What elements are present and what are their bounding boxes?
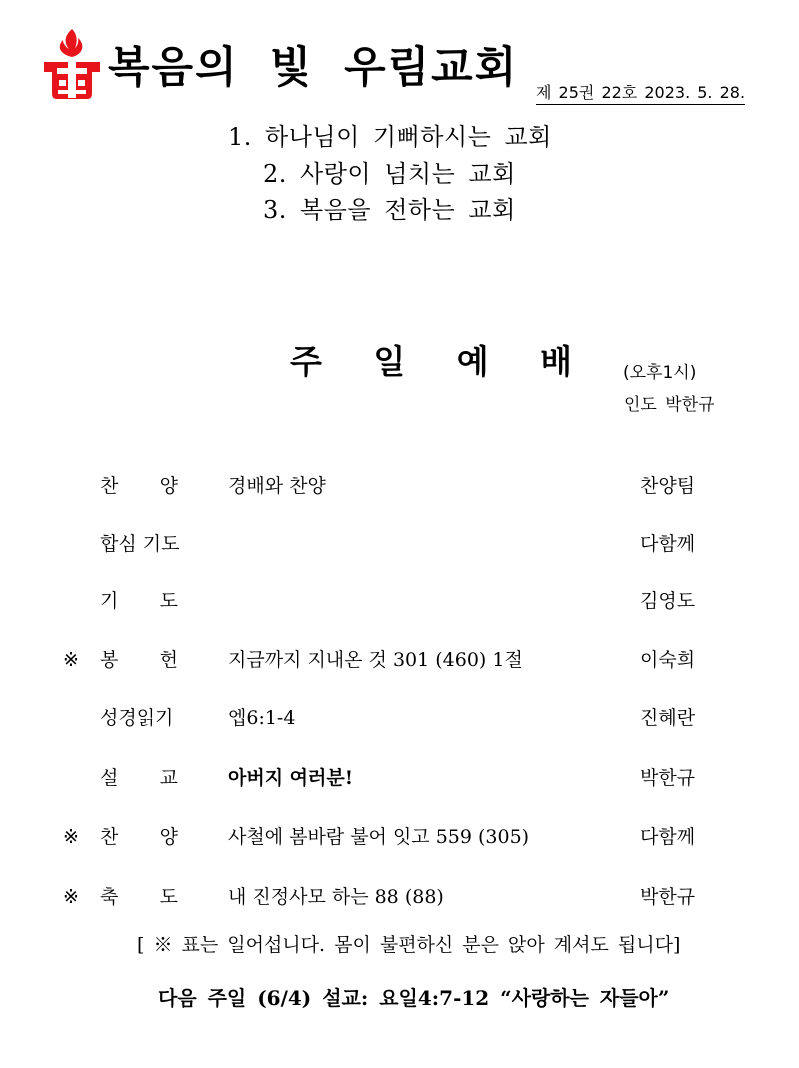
stand-mark: ※ [63, 649, 79, 671]
next-sermon: 다음 주일 (6/4) 설교: 요일4:7-12 “사랑하는 자들아” [158, 986, 670, 1010]
order-item-char: 양 [159, 475, 178, 497]
order-item-char: 설 [100, 767, 119, 789]
order-row [0, 645, 799, 675]
order-item-char: 도 [159, 590, 178, 612]
order-item-content: 아버지 여러분! [228, 767, 354, 789]
order-item-char: 봉 [100, 649, 119, 671]
order-item-char: 찬 [100, 475, 119, 497]
stand-mark: ※ [63, 886, 79, 908]
order-row [0, 586, 799, 616]
order-row [0, 882, 799, 912]
stand-mark: ※ [63, 826, 79, 848]
standing-notice: [ ※ 표는 일어섭니다. 몸이 불편하신 분은 앉아 계셔도 됩니다] [137, 934, 681, 956]
order-item-char: 양 [159, 826, 178, 848]
order-item-char: 찬 [100, 826, 119, 848]
church-name: 복음의 빛 우림교회 [108, 43, 519, 93]
service-time: (오후1시) [623, 363, 697, 383]
order-item-person: 박한규 [640, 767, 696, 789]
issue-info: 제 25권 22호 2023. 5. 28. [536, 80, 745, 105]
order-item-label [100, 471, 178, 501]
order-row [0, 763, 799, 793]
order-item-person: 다함께 [640, 533, 696, 555]
order-item-content: 엡6:1-4 [228, 707, 296, 729]
order-row [0, 471, 799, 501]
order-item-char: 헌 [159, 649, 178, 671]
order-item-person: 다함께 [640, 826, 696, 848]
order-item-char: 도 [159, 886, 178, 908]
service-leader: 인도 박한규 [624, 395, 715, 415]
order-item-label [100, 763, 178, 793]
order-item-person: 진혜란 [640, 707, 696, 729]
order-item-char: 교 [159, 767, 178, 789]
torch-cross-icon [42, 28, 102, 100]
order-item-label: 합심 기도 [100, 533, 180, 555]
motto-line-3: 3. 복음을 전하는 교회 [263, 196, 516, 224]
order-item-label: 성경읽기 [100, 707, 174, 729]
order-item-char: 축 [100, 886, 119, 908]
order-row [0, 703, 799, 733]
order-item-label [100, 882, 178, 912]
motto-line-1: 1. 하나님이 기뻐하시는 교회 [228, 123, 552, 151]
order-item-content: 사철에 봄바람 불어 잇고 559 (305) [228, 826, 530, 848]
order-item-person: 이숙희 [640, 649, 696, 671]
service-title: 주 일 예 배 [290, 342, 584, 381]
order-item-label [100, 586, 178, 616]
order-item-char: 기 [100, 590, 119, 612]
order-item-label [100, 822, 178, 852]
order-item-content: 경배와 찬양 [228, 475, 326, 497]
order-item-person: 박한규 [640, 886, 696, 908]
motto-line-2: 2. 사랑이 넘치는 교회 [263, 160, 516, 188]
order-item-content: 내 진정사모 하는 88 (88) [228, 886, 444, 908]
order-item-person: 찬양팀 [640, 475, 696, 497]
order-item-person: 김영도 [640, 590, 696, 612]
order-row [0, 529, 799, 559]
order-item-label [100, 645, 178, 675]
church-logo [42, 28, 102, 100]
order-item-content: 지금까지 지내온 것 301 (460) 1절 [228, 649, 523, 671]
order-row [0, 822, 799, 852]
